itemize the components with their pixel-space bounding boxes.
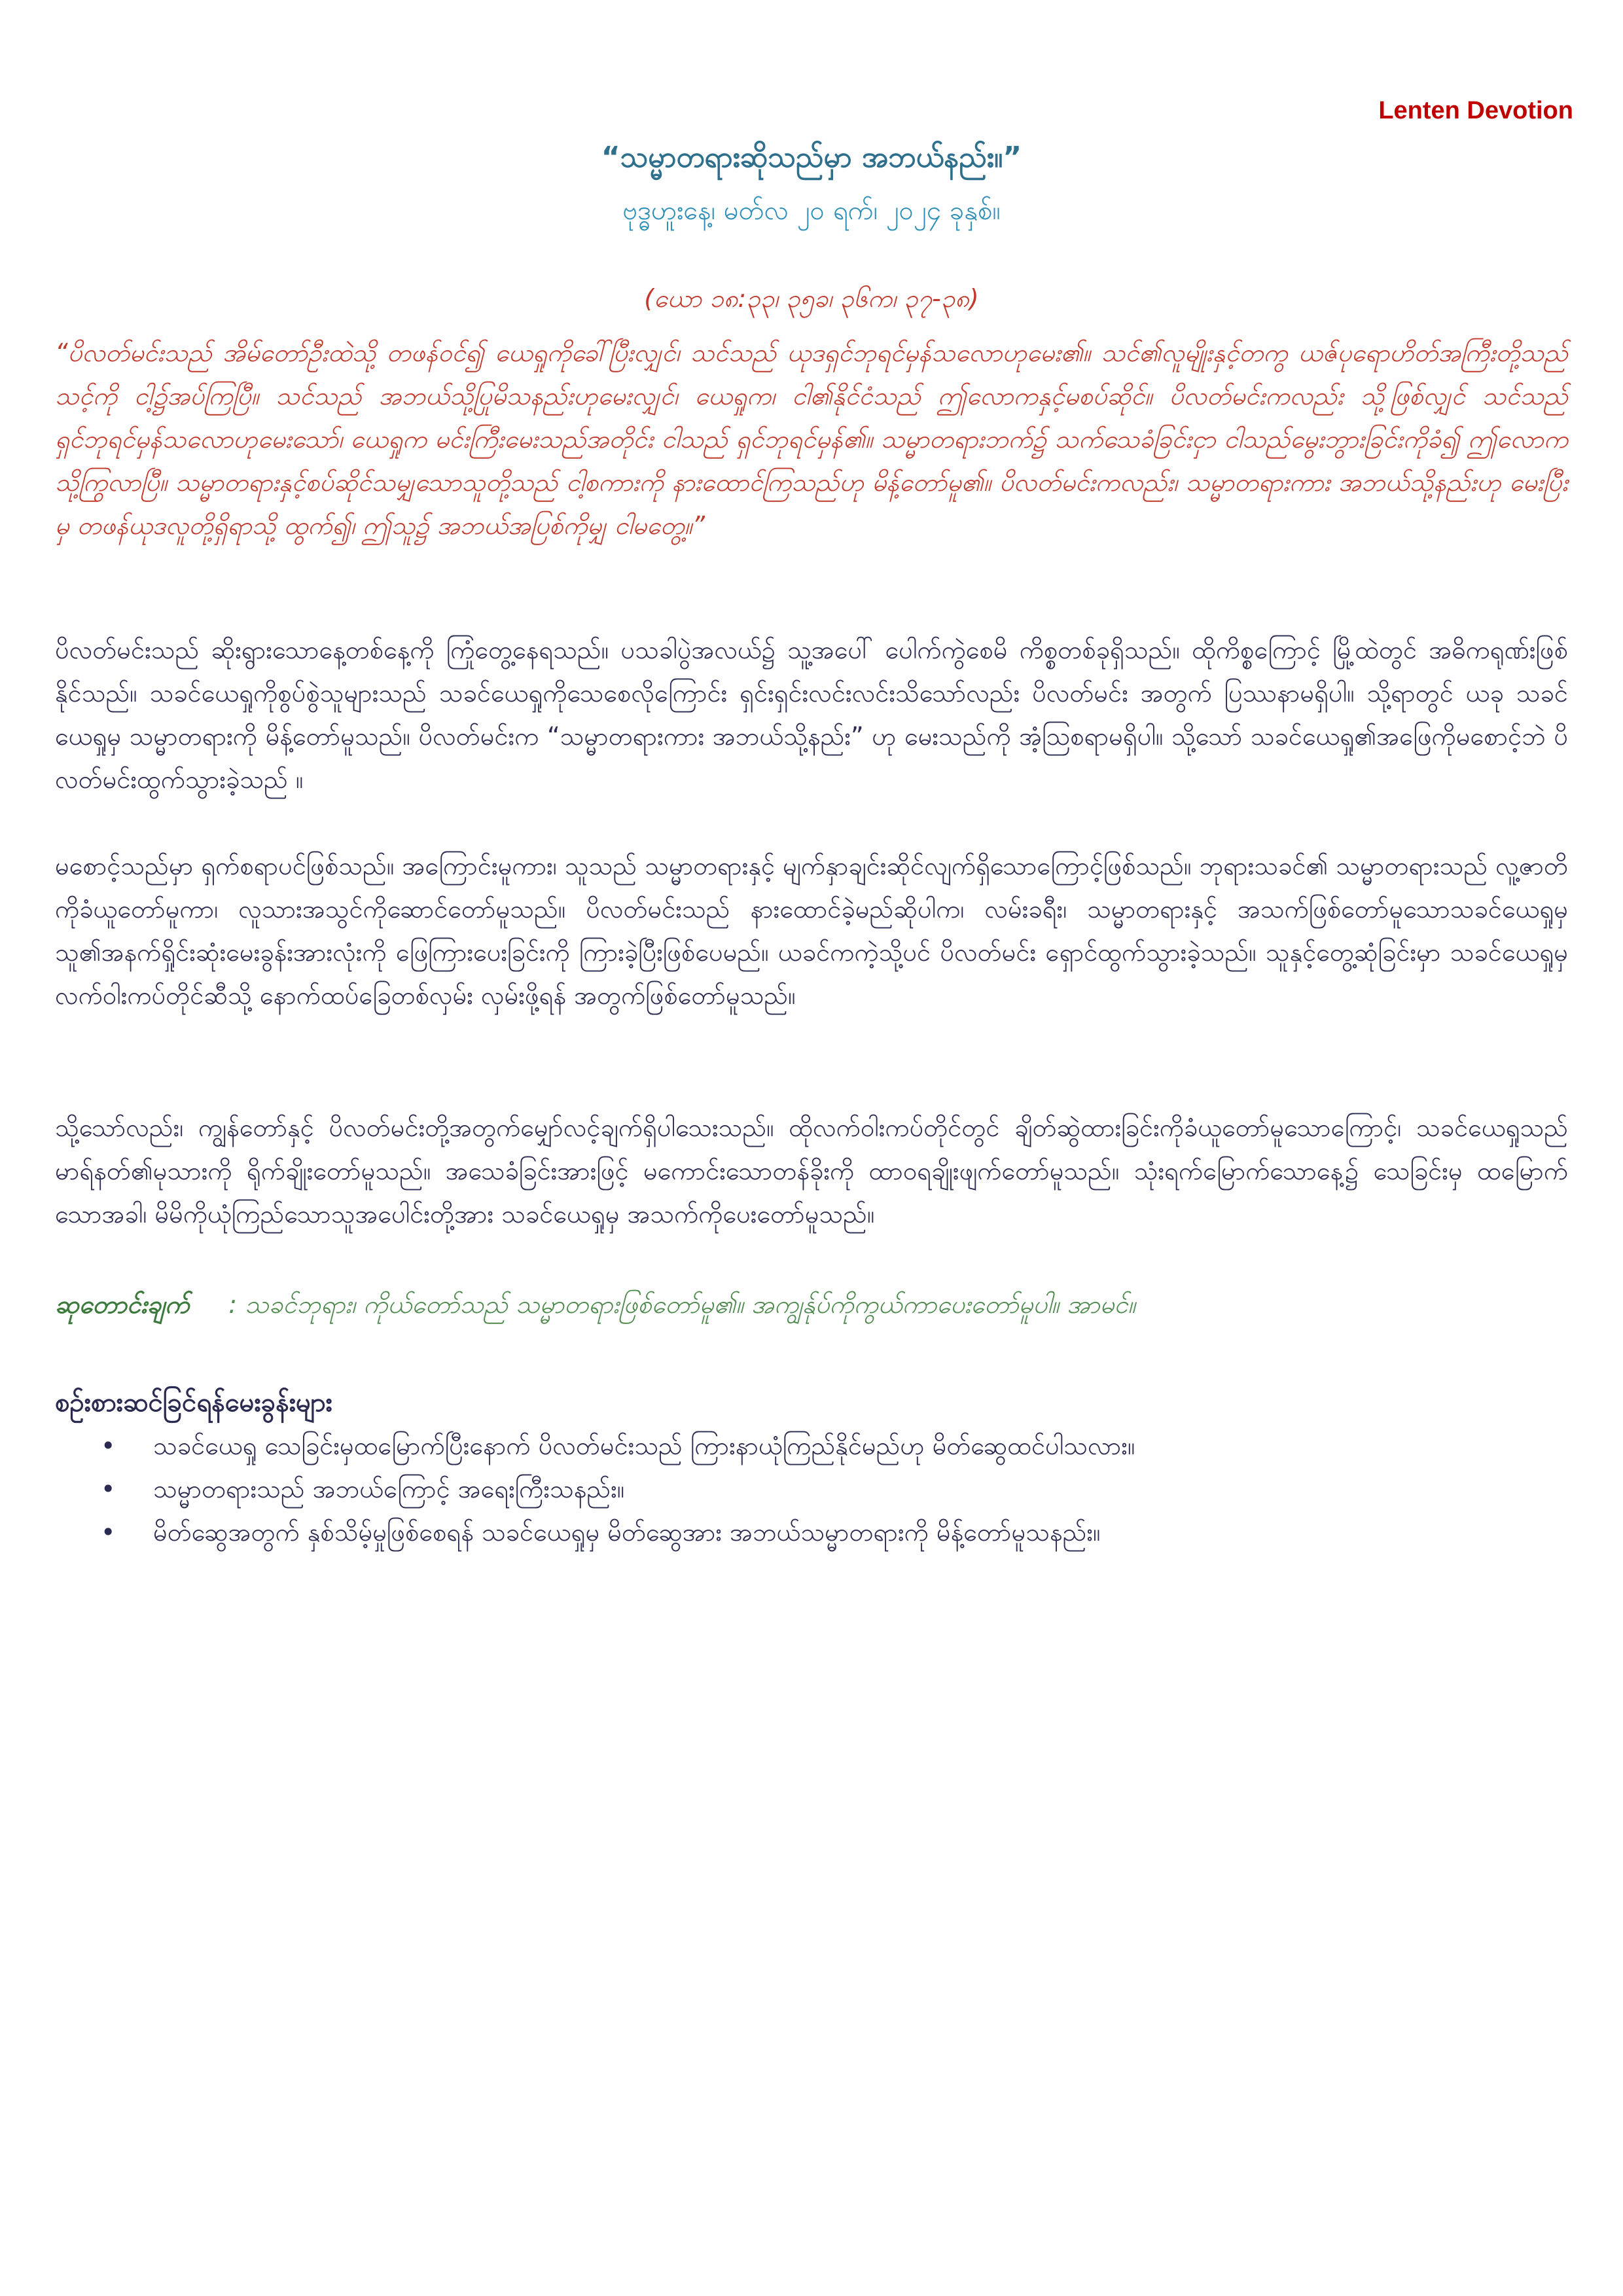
prayer-text: : သခင်ဘုရား၊ ကိုယ်တော်သည် သမ္မာတရားဖြစ်တော်မူ၏။ အကျွန်ုပ်ကိုကွယ်ကာပေးတော်မူပါ။ အာမင်။ bbox=[228, 1290, 1136, 1319]
question-item bbox=[101, 1467, 1568, 1511]
body-paragraph-2: မစောင့်သည်မှာ ရှက်စရာပင်ဖြစ်သည်။ အကြောင်းမူကား၊ သူသည် သမ္မာတရားနှင့် မျက်နှာချင်းဆိုင်လျက်ရှိသောကြောင့်ဖြစ်သည်။ ဘုရားသခင်၏ သမ္မာတရားသည် လူ့ဇာတိကိုခံယူတော်မူကာ၊ လူသားအသွင်ကိုဆောင်တော်မူသည်။ ပိလတ်မင်းသည် နားထောင်ခဲ့မည်ဆိုပါက၊ လမ်းခရီး၊ သမ္မာတရားနှင့် အသက်ဖြစ်တော်မူသောသခင်ယေရှုမှ သူ၏အနက်ရှိုင်းဆုံးမေးခွန်းအားလုံးကို ဖြေကြားပေးခြင်းကို ကြားခဲ့ပြီးဖြစ်ပေမည်။ ယခင်ကကဲ့သို့ပင် ပိလတ်မင်း ရှောင်ထွက်သွားခဲ့သည်။ သူနှင့်တွေ့ဆုံခြင်းမှာ သခင်ယေရှုမှ လက်ဝါးကပ်တိုင်ဆီသို့ နောက်ထပ်ခြေတစ်လှမ်း လှမ်းဖို့ရန် အတွက်ဖြစ်တော်မူသည်။ bbox=[55, 852, 1568, 1010]
question-text: မိတ်ဆွေအတွက် နှစ်သိမ့်မှုဖြစ်စေရန် သခင်ယေရှုမှ မိတ်ဆွေအား အဘယ်သမ္မာတရားကို မိန့်တော်မူသနည်း။ bbox=[153, 1518, 1101, 1547]
bullet-icon: • bbox=[101, 1518, 116, 1547]
body-paragraph-3: သို့သော်လည်း၊ ကျွန်တော်နှင့် ပိလတ်မင်းတို့အတွက်မျှော်လင့်ချက်ရှိပါသေးသည်။ ထိုလက်ဝါးကပ်တိုင်တွင် ချိတ်ဆွဲထားခြင်းကိုခံယူတော်မူသောကြောင့်၊ သခင်ယေရှုသည် မာရ်နတ်၏မုသားကို ရိုက်ချိုးတော်မူသည်။ အသေခံခြင်းအားဖြင့် မကောင်းသောတန်ခိုးကို ထာဝရချိုးဖျက်တော်မူသည်။ သုံးရက်မြောက်သောနေ့၌ သေခြင်းမှ ထမြောက်သောအခါ၊ မိမိကိုယုံကြည်သောသူအပေါင်းတို့အား သခင်ယေရှုမှ အသက်ကိုပေးတော်မူသည်။ bbox=[55, 1113, 1568, 1229]
prayer-label: ဆုတောင်းချက် bbox=[55, 1290, 190, 1319]
scripture-text: “ပိလတ်မင်းသည် အိမ်တော်ဦးထဲသို့ တဖန်ဝင်၍ ယေရှုကိုခေါ်ပြီးလျှင်၊ သင်သည် ယုဒရှင်ဘုရင်မှန်သလောဟုမေး၏။ သင်၏လူမျိုးနှင့်တကွ ယဇ်ပုရောဟိတ်အကြီးတို့သည် သင့်ကို ငါ့၌အပ်ကြပြီ။ သင်သည် အဘယ်သို့ပြုမိသနည်းဟုမေးလျှင်၊ ယေရှုက၊ ငါ၏နိုင်ငံသည် ဤလောကနှင့်မစပ်ဆိုင်။ ပိလတ်မင်းကလည်း သို့ဖြစ်လျှင် သင်သည် ရှင်ဘုရင်မှန်သလောဟုမေးသော်၊ ယေရှုက မင်းကြီးမေးသည်အတိုင်း ငါသည် ရှင်ဘုရင်မှန်၏။ သမ္မာတရားဘက်၌ သက်သေခံခြင်းငှာ ငါသည်မွေးဘွားခြင်းကိုခံ၍ ဤလောကသို့ကြွလာပြီ။ သမ္မာတရားနှင့်စပ်ဆိုင်သမျှသောသူတို့သည် ငါ့စကားကို နားထောင်ကြသည်ဟု မိန့်တော်မူ၏။ ပိလတ်မင်းကလည်း၊ သမ္မာတရားကား အဘယ်သို့နည်းဟု မေးပြီးမှ တဖန်ယုဒလူတို့ရှိရာသို့ ထွက်၍၊ ဤသူ၌ အဘယ်အပြစ်ကိုမျှ ငါမတွေ့။” bbox=[55, 338, 1568, 540]
page-title: “သမ္မာတရားဆိုသည်မှာ အဘယ်နည်း။” bbox=[601, 141, 1022, 174]
question-text: သခင်ယေရှု သေခြင်းမှထမြောက်ပြီးနောက် ပိလတ်မင်းသည် ကြားနာယုံကြည်နိုင်မည်ဟု မိတ်ဆွေထင်ပါသလား။ bbox=[153, 1431, 1135, 1460]
question-text: သမ္မာတရားသည် အဘယ်ကြောင့် အရေးကြီးသနည်း။ bbox=[153, 1475, 625, 1503]
bullet-icon: • bbox=[101, 1475, 116, 1503]
question-item bbox=[101, 1424, 1568, 1467]
question-item bbox=[101, 1511, 1568, 1554]
scripture-reference: (ယော ၁၈:၃၃၊ ၃၅ခ၊ ၃၆က၊ ၃၇-၃၈) bbox=[644, 284, 979, 313]
questions-heading: စဉ်းစားဆင်ခြင်ရန်မေးခွန်းများ bbox=[55, 1388, 332, 1418]
body-paragraph-1: ပိလတ်မင်းသည် ဆိုးရွားသောနေ့တစ်နေ့ကို ကြုံတွေ့နေရသည်။ ပသခါပွဲအလယ်၌ သူ့အပေါ် ပေါက်ကွဲစေမိ ကိစ္စတစ်ခုရှိသည်။ ထိုကိစ္စကြောင့် မြို့ထဲတွင် အဓိကရုဏ်းဖြစ်နိုင်သည်။ သခင်ယေရှုကိုစွပ်စွဲသူများသည် သခင်ယေရှုကိုသေစေလိုကြောင်း ရှင်းရှင်းလင်းလင်းသိသော်လည်း ပိလတ်မင်း အတွက် ပြဿနာမရှိပါ။ သို့ရာတွင် ယခု သခင်ယေရှုမှ သမ္မာတရားကို မိန့်တော်မူသည်။ ပိလတ်မင်းက “သမ္မာတရားကား အဘယ်သို့နည်း” ဟု မေးသည်ကို အံ့သြစရာမရှိပါ။ သို့သော် သခင်ယေရှု၏အဖြေကိုမစောင့်ဘဲ ပိလတ်မင်းထွက်သွားခဲ့သည် ။ bbox=[55, 636, 1568, 794]
prayer bbox=[55, 1283, 1568, 1326]
date-line: ဗုဒ္ဓဟူးနေ့၊ မတ်လ ၂၀ ရက်၊ ၂၀၂၄ ခုနှစ်။ bbox=[622, 196, 1001, 226]
questions-list bbox=[55, 1424, 1568, 1554]
header-label: Lenten Devotion bbox=[1378, 97, 1573, 124]
bullet-icon: • bbox=[101, 1431, 116, 1460]
